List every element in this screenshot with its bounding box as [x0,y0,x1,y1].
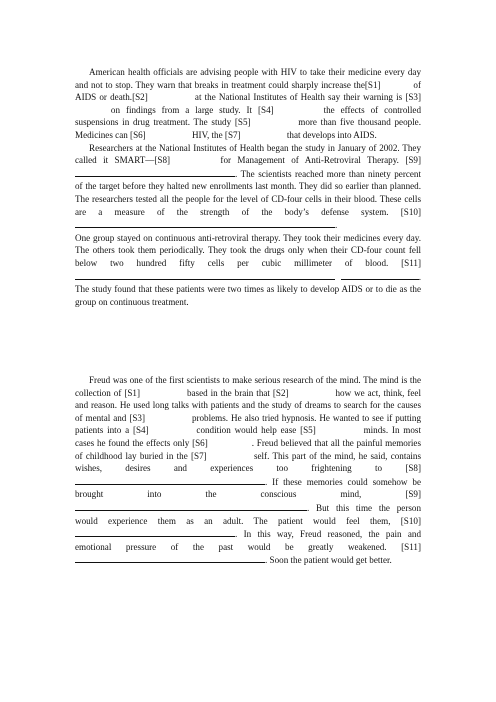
blank-s7: [S7] [224,129,241,140]
passage-freud [75,374,421,567]
answer-blank[interactable] [208,437,252,446]
answer-blank[interactable] [75,104,105,113]
answer-blank[interactable] [75,501,307,511]
blank-s3: [S3] [129,412,145,423]
blank-s11: [S11] [401,541,421,552]
answer-blank[interactable] [75,553,265,563]
answer-blank[interactable] [241,129,285,138]
blank-s1: [S1] [364,79,381,90]
answer-blank[interactable] [75,218,335,228]
answer-blank[interactable] [145,412,189,421]
blank-s9: [S9] [405,489,421,500]
blank-s6: [S6] [130,129,146,140]
blank-s2: [S2] [272,387,289,398]
answer-blank[interactable] [381,79,411,88]
paragraph: American health officials are advising people with HIV to take their medicine every day and not to stop. They warn that breaks in treatment could sharply increase the[S1] of AIDS or death.[S2] at the National Institutes of Health say their warning is [S3] on findings from a large study. It [S4] the effects of controlled suspensions in drug treatment. The study [S5] more than five thousand people. Medicines can [S6] HIV, the [S7] that develops into AIDS. [75,67,421,140]
answer-blank[interactable] [75,475,265,485]
blank-s6: [S6] [192,437,208,448]
answer-blank[interactable] [207,450,251,459]
blank-s1: [S1] [124,387,140,398]
blank-s9: [S9] [405,155,421,166]
answer-blank[interactable] [75,167,235,177]
answer-blank[interactable] [251,116,295,125]
answer-blank[interactable] [274,104,318,113]
paragraph: Freud was one of the first scientists to make serious research of the mind. The mind is the collection of [S1] based in the brain that [S2] how we act, think, feel and reason. He used long talks with patients and the study of dreams to search for the causes of mental and [S3] problems. He also tried hypnosis. He wanted to see if putting patients into a [S4] condition would help ease [S5] minds. In most cases he found the effects only [S6] . Freud believed that all the painful memories of childhood lay buried in the [S7] self. This part of the mind, he said, contains wishes, desires and experiences too frightening to [S8] . If these memories could somehow be brought into the conscious mind, [S9] . But this time the person would experience them as an adult. The patient would feel them, [S10] . In this way, Freud reasoned, the pain and emotional pressure of the past would be greatly weakened. [S11] . Soon the patient would get better. [75,375,421,566]
paragraph: Researchers at the National Institutes of Health began the study in January of 2002. They called it SMART—[S8] for Management of Anti-Retroviral Therapy. [S9] . The scientists reached more than ninety percent of the target before they halted new enrollments last month. They did so earlier than planned. The researchers tested all the people for the level of CD-four cells in their blood. These cells are a measure of the strength of the body’s defense system. [S10] . [75,142,421,231]
blank-s7: [S7] [191,450,207,461]
answer-blank[interactable] [146,129,190,138]
answer-blank[interactable] [140,387,184,396]
answer-blank[interactable] [289,387,333,396]
blank-s8: [S8] [154,155,171,166]
answer-blank[interactable] [316,424,360,433]
blank-s5: [S5] [300,425,316,436]
blank-s5: [S5] [234,117,251,128]
answer-blank[interactable] [148,91,192,100]
answer-blank-continued[interactable] [341,270,419,280]
blank-s2: [S2] [132,92,148,103]
answer-blank[interactable] [170,154,214,163]
blank-s3: [S3] [405,92,421,103]
answer-blank[interactable] [149,424,193,433]
answer-blank[interactable] [75,527,235,537]
paragraph: One group stayed on continuous anti-retroviral therapy. They took their medicines every day. The others took them periodically. They took the drugs only when their CD-four count fell below two hundred fifty cells per cubic millimeter of blood. [S11] . The study found that these patients were two times as likely to develop AIDS or to die as the group on continuous treatment. [75,232,421,307]
blank-s4: [S4] [258,104,274,115]
blank-s10: [S10] [400,515,421,526]
blank-s4: [S4] [132,425,149,436]
blank-s11: [S11] [401,257,421,268]
blank-s10: [S10] [400,206,421,217]
blank-s8: [S8] [405,463,421,474]
passage-hiv-study [75,66,421,308]
answer-blank[interactable] [75,270,335,280]
